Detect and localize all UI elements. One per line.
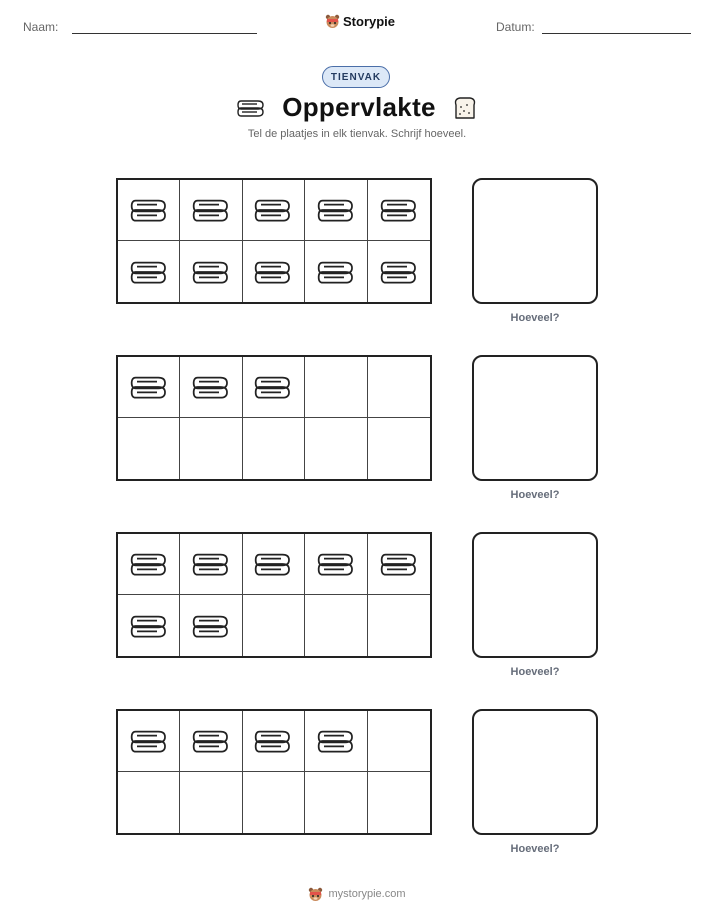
ten-frame-cell xyxy=(243,534,305,595)
ten-frame-cell xyxy=(368,595,430,656)
ten-frame-cell xyxy=(180,418,242,479)
ten-frame-cell xyxy=(118,357,180,418)
toast-icon xyxy=(452,95,478,121)
ten-frame xyxy=(116,532,432,658)
ten-frame-cell xyxy=(118,180,180,241)
towel-icon xyxy=(379,549,419,579)
ten-frame-cell xyxy=(180,357,242,418)
ten-frame-cell xyxy=(305,595,367,656)
ten-frame-cell xyxy=(243,711,305,772)
ten-frame xyxy=(116,178,432,304)
brand-logo xyxy=(325,13,395,29)
ten-frame-cell xyxy=(118,418,180,479)
date-line[interactable] xyxy=(542,33,691,34)
ten-frame xyxy=(116,355,432,481)
answer-box[interactable] xyxy=(472,178,598,304)
footer-url[interactable]: mystorypie.com xyxy=(328,888,406,900)
ten-frame-cell xyxy=(180,711,242,772)
towel-icon xyxy=(129,372,169,402)
ten-frame-cell xyxy=(118,772,180,833)
title-row xyxy=(0,92,714,123)
towel-icon xyxy=(379,257,419,287)
storypie-mascot-icon xyxy=(325,13,340,29)
towel-icon xyxy=(129,611,169,641)
towel-icon xyxy=(129,257,169,287)
towel-icon xyxy=(191,611,231,641)
ten-frame-cell xyxy=(305,772,367,833)
ten-frame-cell xyxy=(243,772,305,833)
answer-box[interactable] xyxy=(472,355,598,481)
towel-icon xyxy=(316,195,356,225)
answer-label: Hoeveel? xyxy=(510,312,560,324)
ten-frame-cell xyxy=(118,595,180,656)
ten-frame-cell xyxy=(243,418,305,479)
ten-frame-cell xyxy=(368,180,430,241)
footer xyxy=(0,886,714,902)
ten-frame-cell xyxy=(368,772,430,833)
ten-frame xyxy=(116,709,432,835)
ten-frame-cell xyxy=(305,241,367,302)
ten-frame-cell xyxy=(118,711,180,772)
ten-frame-cell xyxy=(305,534,367,595)
ten-frame-cell xyxy=(180,241,242,302)
towel-icon xyxy=(253,257,293,287)
towel-icon xyxy=(129,195,169,225)
towel-icon xyxy=(253,372,293,402)
date-label: Datum: xyxy=(496,20,535,34)
ten-frame-cell xyxy=(243,180,305,241)
ten-frame-cell xyxy=(118,534,180,595)
name-line[interactable] xyxy=(72,33,257,34)
brand-name: Storypie xyxy=(343,13,396,29)
answer-box[interactable] xyxy=(472,709,598,835)
storypie-mascot-icon xyxy=(308,886,323,902)
ten-frame-cell xyxy=(243,241,305,302)
ten-frame-cell xyxy=(368,241,430,302)
answer-box[interactable] xyxy=(472,532,598,658)
page-title: Oppervlakte xyxy=(282,92,436,122)
name-label: Naam: xyxy=(23,20,59,34)
towel-icon xyxy=(316,257,356,287)
towel-icon xyxy=(253,726,293,756)
ten-frame-cell xyxy=(243,357,305,418)
towel-icon xyxy=(379,195,419,225)
towel-icon xyxy=(316,726,356,756)
ten-frame-cell xyxy=(180,180,242,241)
ten-frame-cell xyxy=(180,772,242,833)
ten-frame-cell xyxy=(180,534,242,595)
towel-icon xyxy=(191,195,231,225)
towel-icon xyxy=(129,549,169,579)
ten-frame-cell xyxy=(368,534,430,595)
ten-frame-cell xyxy=(180,595,242,656)
towel-icon xyxy=(191,257,231,287)
towel-icon xyxy=(316,549,356,579)
ten-frame-cell xyxy=(305,418,367,479)
towel-icon xyxy=(129,726,169,756)
ten-frame-cell xyxy=(368,357,430,418)
answer-label: Hoeveel? xyxy=(510,489,560,501)
towel-icon xyxy=(191,726,231,756)
ten-frame-cell xyxy=(368,711,430,772)
towel-icon xyxy=(236,97,266,119)
towel-icon xyxy=(253,549,293,579)
ten-frame-cell xyxy=(305,711,367,772)
ten-frame-cell xyxy=(305,180,367,241)
ten-frame-cell xyxy=(243,595,305,656)
answer-label: Hoeveel? xyxy=(510,666,560,678)
towel-icon xyxy=(253,195,293,225)
answer-label: Hoeveel? xyxy=(510,843,560,855)
instructions: Tel de plaatjes in elk tienvak. Schrijf hoeveel. xyxy=(247,128,467,140)
ten-frame-cell xyxy=(305,357,367,418)
ten-frame-cell xyxy=(118,241,180,302)
category-badge: TIENVAK xyxy=(322,66,390,88)
towel-icon xyxy=(191,372,231,402)
towel-icon xyxy=(191,549,231,579)
ten-frame-cell xyxy=(368,418,430,479)
